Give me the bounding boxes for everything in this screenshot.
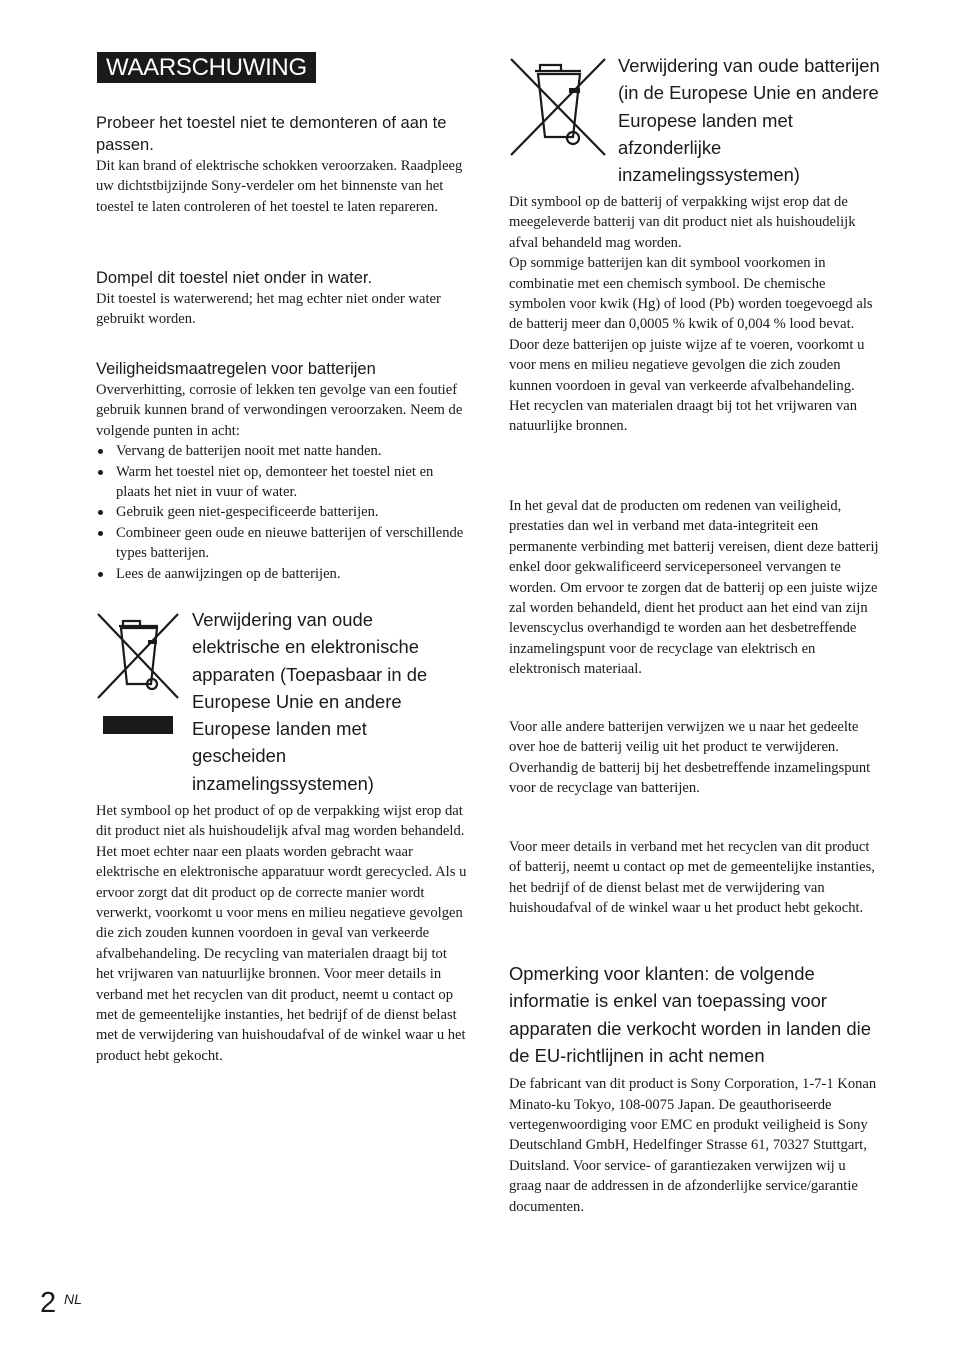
paragraph: Voor alle andere batterijen verwijzen we u naar het gedeelte over hoe de batterij veilig uit het product te verwijderen. Overhandig de batterij bij het desbetreffende inzamelingspunt voor de recyclage van batterijen. [509, 719, 871, 797]
bullet-list [96, 441, 468, 584]
paragraph: Op sommige batterijen kan dit symbool voorkomen in combinatie met een chemisch symbool. De chemische symbolen voor kwik (Hg) of lood (Pb) worden toegevoegd als de batterij meer dan 0,0005 % kwik of 0,004 % lood bevat. [509, 255, 873, 333]
paragraph: Door deze batterijen op juiste wijze af te voeren, voorkomt u voor mens en milieu negatieve gevolgen die zich zouden kunnen voordoen in geval van verkeerde afvalbehandeling. Het recyclen van materialen draagt bij tot het vrijwaren van natuurlijke bronnen. [509, 336, 865, 435]
section-battery-heading [618, 52, 880, 188]
section-heading: Verwijdering van oude elektrische en elektronische apparaten (Toepasbaar in de Europese Unie en andere Europese landen met gescheiden inzamelingssystemen) [192, 609, 428, 794]
list-item: Warm het toestel niet op, demonteer het toestel niet en plaats het niet in vuur of water. [96, 462, 468, 503]
section-water [96, 267, 468, 330]
section-body: De fabricant van dit product is Sony Corporation, 1-7-1 Konan Minato-ku Tokyo, 108-0075 Japan. De geauthoriseerde vertegenwoordiging voor EMC en produkt veiligheid is Sony Deutschland GmbH, Hedelfinger Strasse 61, 70327 Stuttgart, Duitsland. Voor service- of garantiezaken verwijzen wij u graag naar de addressen in de afzonderlijke service/garantie documenten. [509, 1076, 877, 1215]
page-number: 2 [40, 1287, 57, 1319]
section-battery-body [509, 192, 879, 437]
list-item: Combineer geen oude en nieuwe batterijen of verschillende types batterijen. [96, 523, 468, 564]
section-body: Dit toestel is waterwerend; het mag echter niet onder water gebruikt worden. [96, 291, 441, 328]
section-disassembly [96, 112, 468, 217]
list-item: Lees de aanwijzingen op de batterijen. [96, 564, 468, 584]
list-item: Gebruik geen niet-gespecificeerde batterijen. [96, 502, 468, 522]
section-weee-heading [192, 606, 462, 797]
section-battery-integrated [509, 496, 879, 680]
bin-underline-bar [103, 716, 173, 734]
list-item: Vervang de batterijen nooit met natte handen. [96, 441, 468, 461]
section-battery-safety [96, 358, 468, 584]
section-battery-details [509, 837, 879, 919]
section-body: Het symbool op het product of op de verpakking wijst erop dat dit product niet als huishoudelijk afval mag worden behandeld. Het moet echter naar een plaats worden gebracht waar elektrische en elektronische apparatuur wordt gerecycled. Als u ervoor zorgt dat dit product op de correcte manier wordt verwerkt, voorkomt u voor mens en milieu negatieve gevolgen die zich zouden kunnen voordoen in geval van verkeerde afvalbehandeling. De recycling van materialen draagt bij tot het vrijwaren van natuurlijke bronnen. Voor meer details in verband met het recyclen van dit product, neemt u contact op met de gemeentelijke instanties, het bedrijf of de dienst belast met de verwijdering van huishoudafval of de winkel waar u het product hebt gekocht. [96, 803, 467, 1064]
paragraph: Voor meer details in verband met het recyclen van dit product of batterij, neemt u contact op met de gemeentelijke instanties, het bedrijf of de dienst belast met de verwijdering van huishoudafval of de winkel waar u het product hebt gekocht. [509, 839, 875, 917]
section-battery-other [509, 717, 879, 799]
page-language: NL [64, 1291, 82, 1307]
section-intro: Oververhitting, corrosie of lekken ten gevolge van een foutief gebruik kunnen brand of verwondingen veroorzaken. Neem de volgende punten in acht: [96, 382, 463, 439]
paragraph: Dit symbool op de batterij of verpakking wijst erop dat de meegeleverde batterij van dit product niet als huishoudelijk afval behandeld mag worden. [509, 194, 856, 251]
section-heading: Veiligheidsmaatregelen voor batterijen [96, 360, 376, 378]
crossed-out-wheelie-bin-icon [509, 57, 607, 157]
crossed-out-wheelie-bin-icon [96, 612, 180, 700]
paragraph: In het geval dat de producten om redenen van veiligheid, prestaties dan wel in verband met data-integriteit een permanente verbinding met batterij vereisen, dient deze batterij enkel door gekwalificeerd servicepersoneel vervangen te worden. Om ervoor te zorgen dat de batterij op een juiste wijze zal worden behandeld, dient het product aan het eind van zijn levenscyclus overhandigd te worden aan het desbetreffende inzamelingspunt voor de recyclage van elektrisch en elektronisch materiaal. [509, 498, 879, 678]
section-heading: Opmerking voor klanten: de volgende informatie is enkel van toepassing voor apparaten die verkocht worden in landen die de EU-richtlijnen in acht nemen [509, 963, 871, 1066]
section-eu-notice [509, 960, 879, 1217]
section-body: Dit kan brand of elektrische schokken veroorzaken. Raadpleeg uw dichtstbijzijnde Sony-verdeler om het binnenste van het toestel te laten controleren of het toestel te laten repareren. [96, 158, 463, 215]
section-heading: Verwijdering van oude batterijen (in de Europese Unie en andere Europese landen met afzonderlijke inzamelingssystemen) [618, 55, 880, 186]
section-heading: Dompel dit toestel niet onder in water. [96, 269, 373, 287]
section-heading: Probeer het toestel niet te demonteren of aan te passen. [96, 114, 447, 154]
page-title: WAARSCHUWING [97, 52, 316, 83]
section-weee-body [96, 801, 468, 1066]
